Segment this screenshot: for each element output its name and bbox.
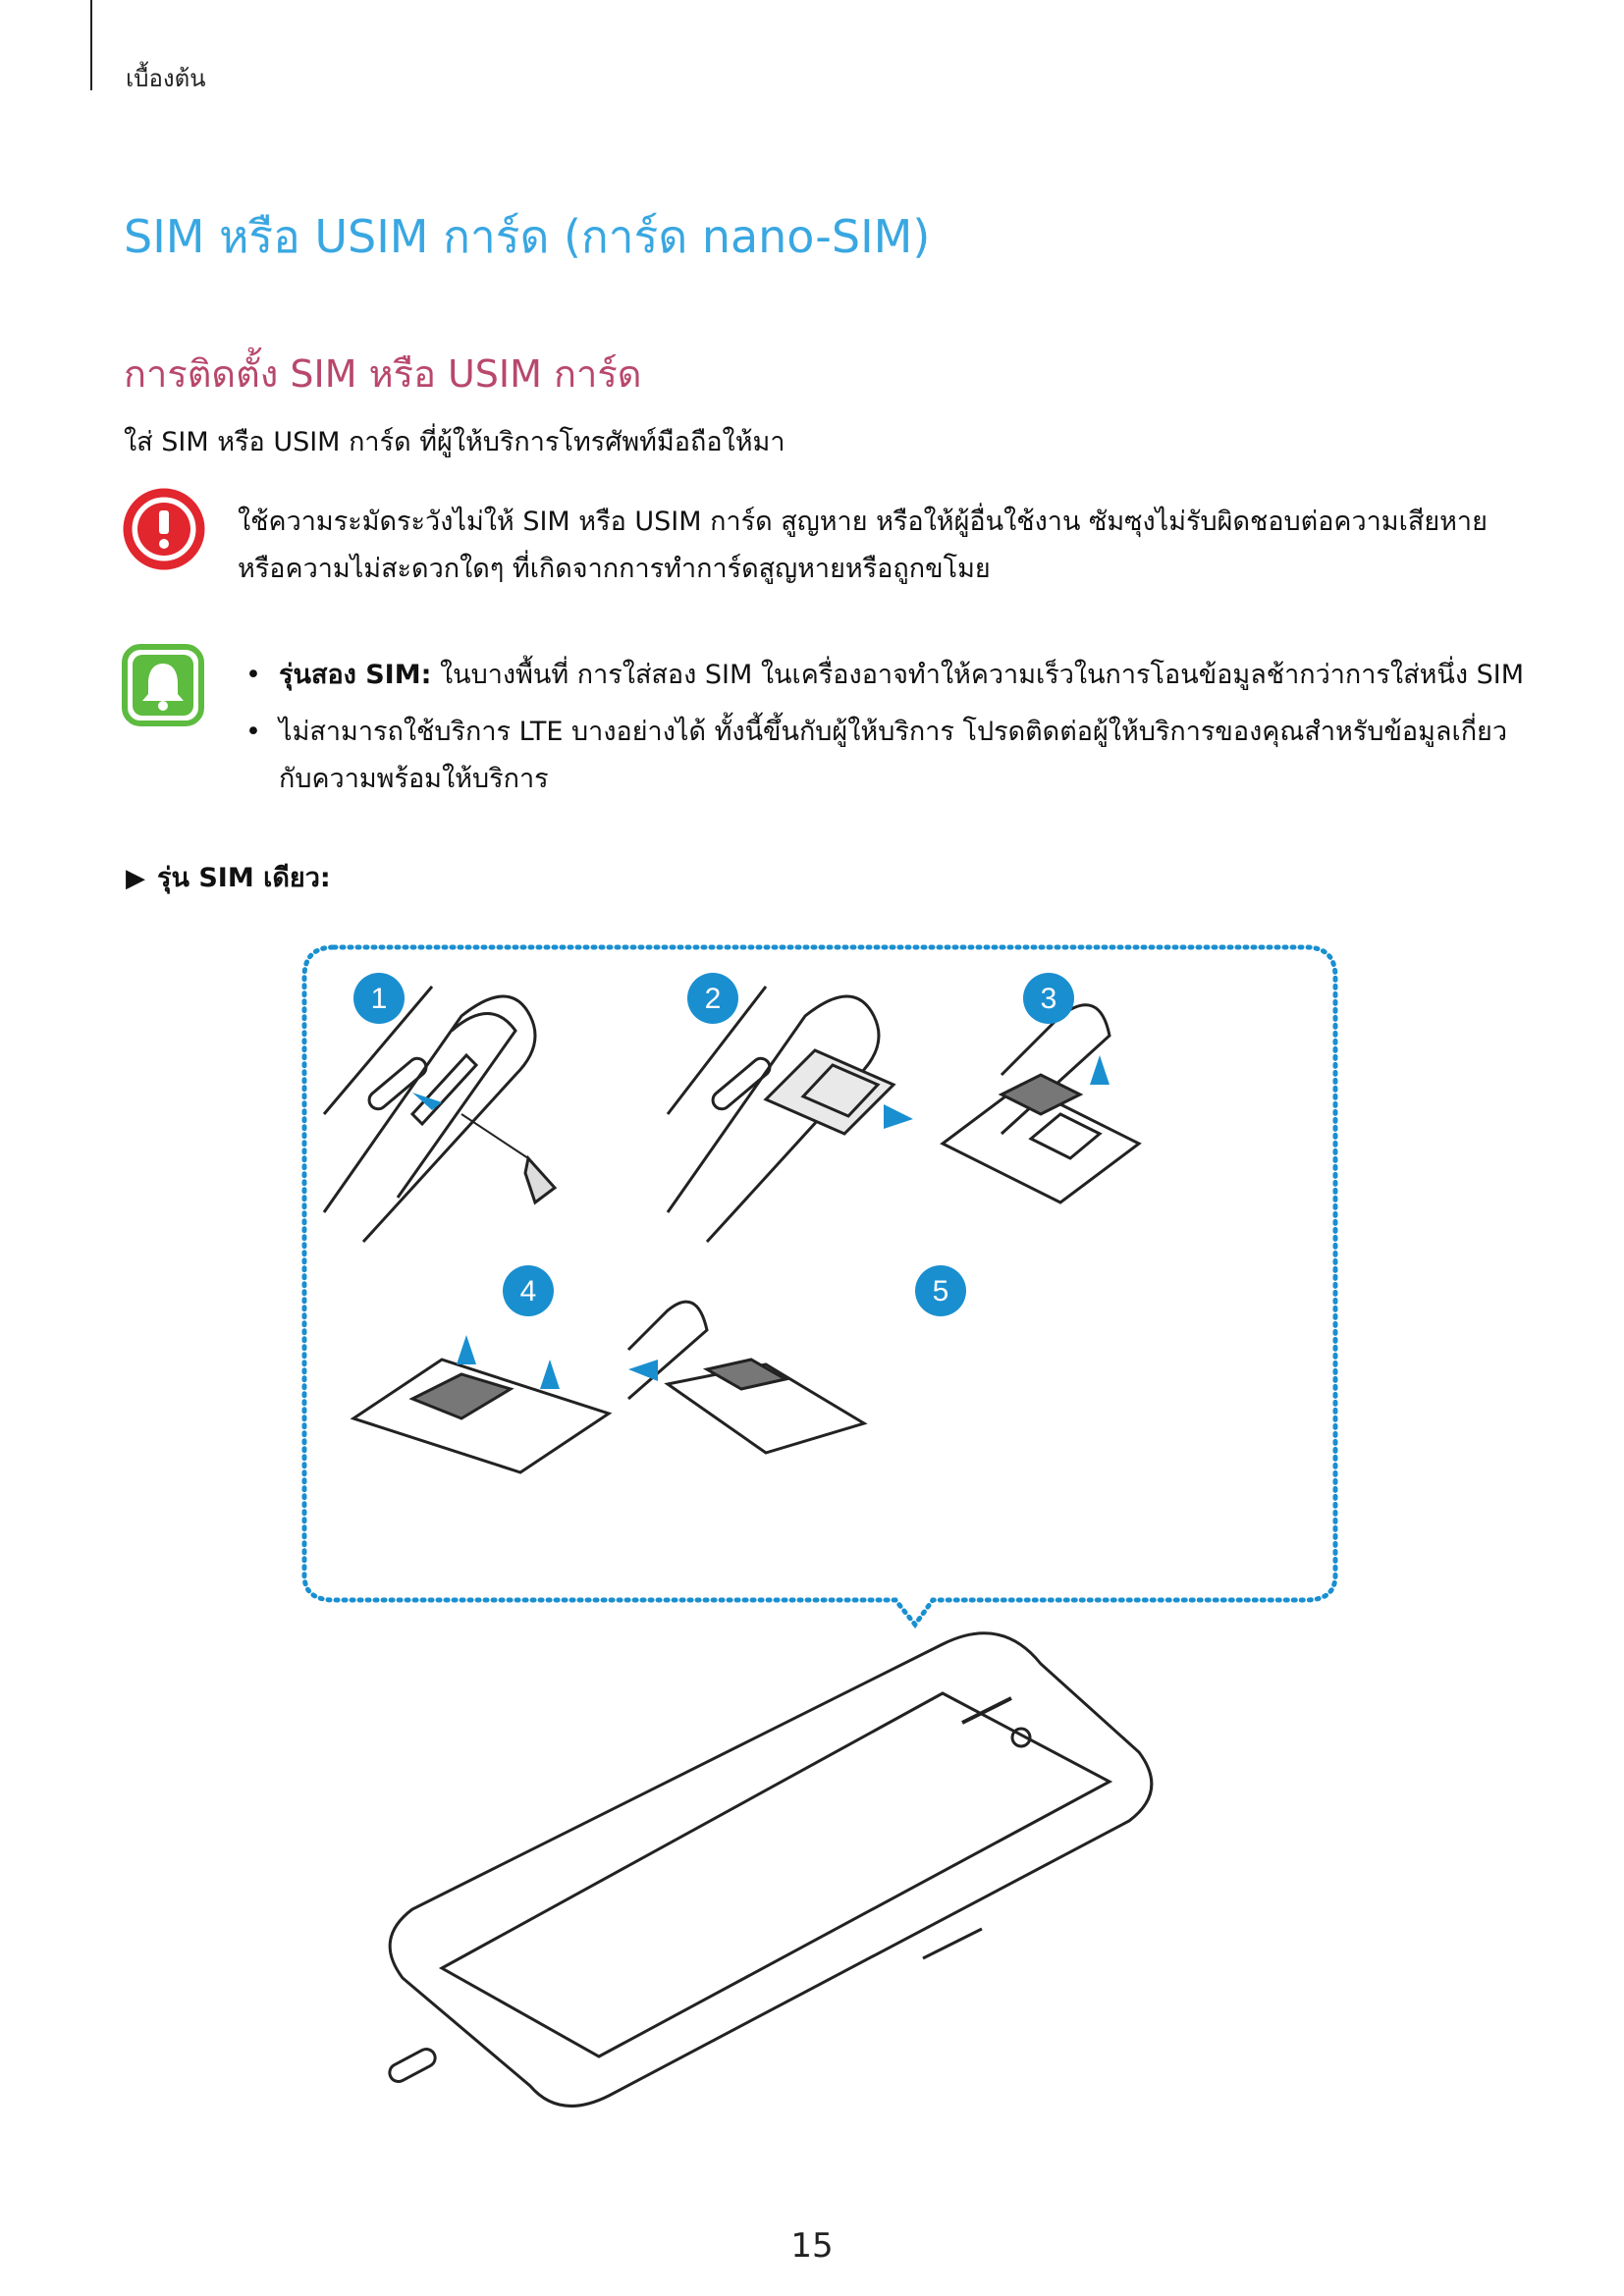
note-item <box>238 652 1534 699</box>
step-number: 1 <box>370 983 388 1015</box>
sim-installation-figure <box>295 937 1355 2115</box>
note-item <box>238 709 1534 803</box>
section-header: เบื้องต้น <box>126 65 206 92</box>
step-number: 5 <box>932 1275 949 1308</box>
direction-arrows <box>412 1055 1110 1389</box>
step-3-illustration <box>943 1005 1139 1202</box>
arrow-icon <box>884 1104 913 1129</box>
caution-text: ใช้ความระมัดระวังไม่ให้ SIM หรือ USIM การ์ด สูญหาย หรือให้ผู้อื่นใช้งาน ซัมซุงไม่รับผิดชอบต่อความเสียหายหรือความไม่สะดวกใดๆ ที่เกิดจากการทำการ์ดสูญหายหรือถูกขโมย <box>238 507 1488 584</box>
note-text: ในบางพื้นที่ การใส่สอง SIM ในเครื่องอาจทำให้ความเร็วในการโอนข้อมูลช้ากว่าการใส่หนึ่ง SIM <box>431 660 1524 690</box>
step-4-illustration <box>353 1360 609 1472</box>
arrow-icon <box>457 1335 476 1364</box>
intro-text: ใส่ SIM หรือ USIM การ์ด ที่ผู้ให้บริการโทรศัพท์มือถือให้มา <box>124 427 785 457</box>
section-subtitle: การติดตั้ง SIM หรือ USIM การ์ด <box>124 352 642 396</box>
arrow-icon <box>540 1360 560 1389</box>
step-1-illustration <box>324 987 555 1242</box>
smartphone-illustration <box>387 1633 1152 2107</box>
triangle-arrow-icon: ▶ <box>126 864 145 893</box>
bullet: • <box>245 717 261 747</box>
arrow-icon <box>1090 1055 1110 1085</box>
caution-exclamation-icon <box>122 487 206 571</box>
note-text: ไม่สามารถใช้บริการ LTE บางอย่างได้ ทั้งนี้ขึ้นกับผู้ให้บริการ โปรดติดต่อผู้ให้บริการของคุณสำหรับข้อมูลเกี่ยวกับความพร้อมให้บริการ <box>279 717 1508 794</box>
page-number: 15 <box>790 2226 834 2266</box>
bullet: • <box>245 660 261 690</box>
step-number: 3 <box>1040 983 1057 1015</box>
margin-rule <box>90 0 92 90</box>
step-number: 2 <box>704 983 722 1015</box>
note-bold-label: รุ่นสอง SIM: <box>279 660 432 690</box>
step-2-illustration <box>668 987 893 1242</box>
model-label <box>126 856 331 898</box>
notification-bell-icon <box>122 644 204 726</box>
arrow-icon <box>628 1360 658 1381</box>
model-label-text: รุ่น SIM เดียว: <box>157 863 331 893</box>
notes-list <box>238 652 1534 813</box>
step-number: 4 <box>519 1275 537 1308</box>
step-5-illustration <box>628 1302 864 1453</box>
page-title: SIM หรือ USIM การ์ด (การ์ด nano-SIM) <box>124 210 931 263</box>
callout-frame <box>304 947 1335 1625</box>
